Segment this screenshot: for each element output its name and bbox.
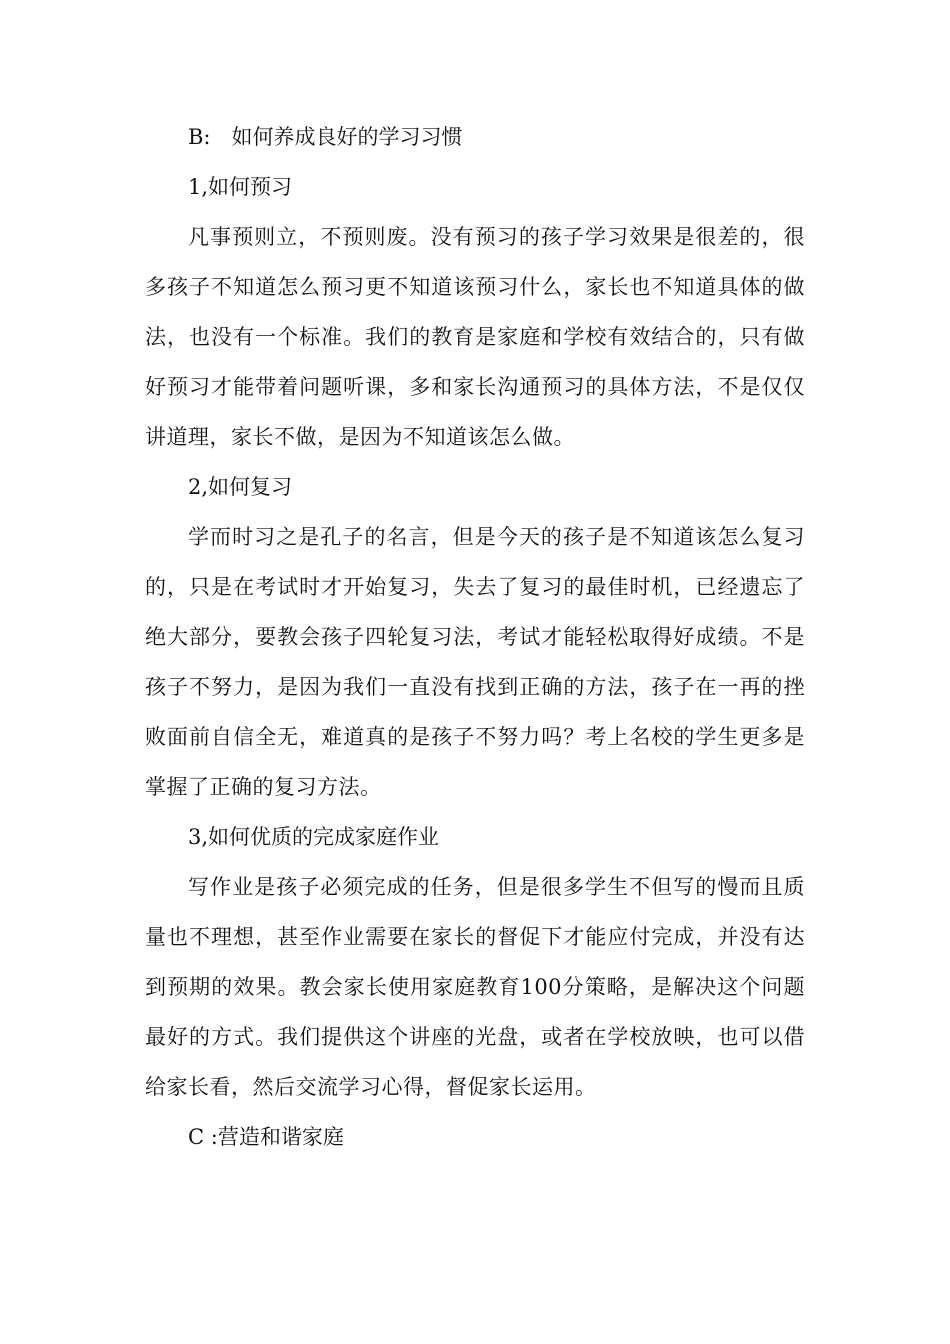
item3-paragraph: 写作业是孩子必须完成的任务，但是很多学生不但写的慢而且质量也不理想，甚至作业需要在家长的督促下才能应付完成，并没有达到预期的效果。教会家长使用家庭教育100分策略，是解决这个问题最好的方式。我们提供这个讲座的光盘，或者在学校放映，也可以借给家长看，然后交流学习心得，督促家长运用。: [145, 875, 805, 1099]
section-c-heading: C :营造和谐家庭: [188, 1125, 344, 1149]
item1-heading: 1,如何预习: [188, 175, 293, 199]
item3-heading: 3,如何优质的完成家庭作业: [188, 825, 440, 849]
item1-paragraph: 凡事预则立，不预则废。没有预习的孩子学习效果是很差的，很多孩子不知道怎么预习更不知道该预习什么，家长也不知道具体的做法，也没有一个标准。我们的教育是家庭和学校有效结合的，只有做好预习才能带着问题听课，多和家长沟通预习的具体方法，不是仅仅讲道理，家长不做，是因为不知道该怎么做。: [145, 225, 805, 449]
document-content: [145, 112, 805, 1162]
item2-heading: 2,如何复习: [188, 475, 293, 499]
section-b-heading: B: 如何养成良好的学习习惯: [188, 125, 463, 149]
item2-paragraph: 学而时习之是孔子的名言，但是今天的孩子是不知道该怎么复习的，只是在考试时才开始复习，失去了复习的最佳时机，已经遗忘了绝大部分，要教会孩子四轮复习法，考试才能轻松取得好成绩。不是孩子不努力，是因为我们一直没有找到正确的方法，孩子在一再的挫败面前自信全无，难道真的是孩子不努力吗？考上名校的学生更多是掌握了正确的复习方法。: [145, 525, 805, 799]
